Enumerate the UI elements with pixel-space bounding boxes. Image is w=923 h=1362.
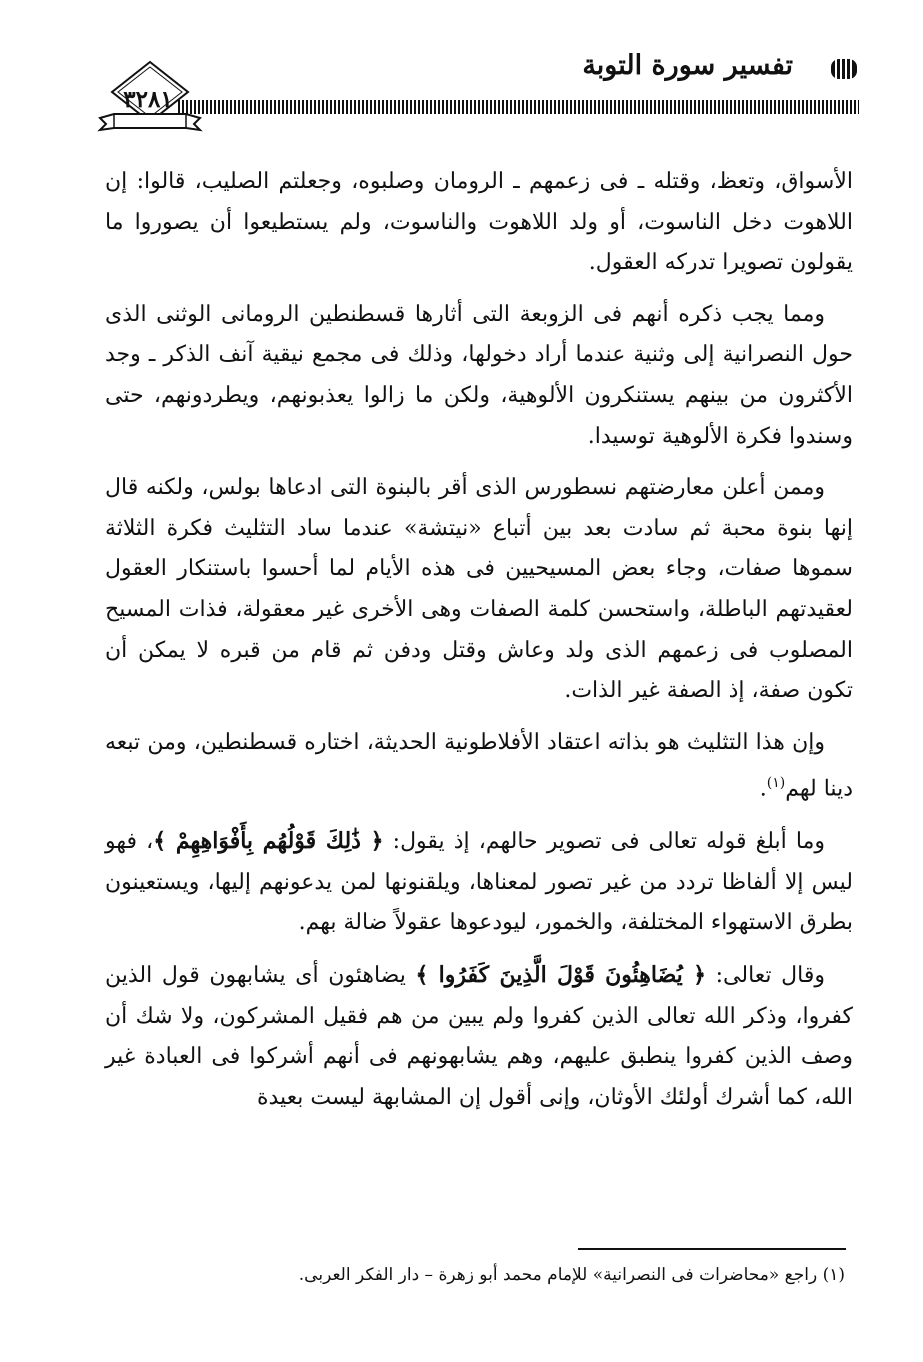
- footnote: (١) راجع «محاضرات فى النصرانية» للإمام محمد أبو زهرة – دار الفكر العربى.: [298, 1265, 845, 1285]
- footnote-separator: [578, 1248, 846, 1250]
- paragraph-6-after: يضاهئون أى يشابهون قول الذين كفروا، وذكر الله تعالى الذين كفروا ولم يبين من هم فقيل المشركون، ولا شك أن وصف الذين كفروا ينطبق عليهم، وهم يشابهونهم فى أنهم أشركوا فى العبادة غير الله، كما أشرك أولئك الأوثان، وإنى أقول إن المشابهة ليست بعيدة: [105, 963, 853, 1110]
- paragraph-5-after: ، فهو ليس إلا ألفاظا تردد من غير تصور لمعناها، ويلقنونها لمن يدعونهم إليها، ويستعينون بطرق الاستهواء المختلفة، والخمور، ليودعوها عقولاً ضالة بهم.: [105, 829, 853, 936]
- body-text: [105, 162, 853, 1129]
- page-number: ٣٢٨١: [123, 86, 173, 113]
- header-rule: [178, 100, 859, 114]
- paragraph-3: وممن أعلن معارضتهم نسطورس الذى أقر بالبنوة التى ادعاها بولس، ولكنه قال إنها بنوة محبة ثم سادت بعد بين أتباع «نيتشة» عندما ساد التثليث فكرة الثلاثة سموها صفات، وجاء بعض المسيحيين فى هذه الأيام لما أحسوا باستنكار العقول لعقيدتهم الباطلة، واستحسن كلمة الصفات وهى الأخرى غير معقولة، فذات المسيح المصلوب فى زعمهم الذى ولد وعاش وقتل ودفن ثم قام من قبره لا يمكن أن تكون صفة، إذ الصفة غير الذات.: [105, 475, 853, 704]
- paragraph-2: ومما يجب ذكره أنهم فى الزوبعة التى أثارها قسطنطين الرومانى الوثنى الذى حول النصرانية إلى وثنية عندما أراد دخولها، وذلك فى مجمع نيقية آنف الذكر ـ وجد الأكثرون من بينهم يستنكرون الألوهية، ولكن ما زالوا يعذبونهم، ويطردونهم، حتى وسندوا فكرة الألوهية توسيدا.: [105, 301, 853, 449]
- paragraph-1: الأسواق، وتعظ، وقتله ـ فى زعمهم ـ الرومان وصلبوه، وجعلتم الصليب، قالوا: إن اللاهوت دخل الناسوت، أو ولد اللاهوت والناسوت، ولم يستطيعوا أن يصوروا ما يقولون تصويرا تدركه العقول.: [105, 169, 853, 276]
- quran-quote: ﴿ ذَٰلِكَ قَوْلُهُم بِأَفْوَاهِهِمْ ﴾: [153, 828, 384, 855]
- paragraph-5: [105, 821, 853, 944]
- running-header-title: تفسير سورة التوبة: [582, 50, 793, 81]
- paragraph-4-end: .: [759, 776, 767, 802]
- paragraph-4: [105, 723, 853, 811]
- bracket-ornament-icon: [829, 56, 859, 82]
- paragraph-5-before: وما أبلغ قوله تعالى فى تصوير حالهم، إذ يقول:: [383, 829, 825, 855]
- footnote-reference: (١): [766, 775, 786, 792]
- paragraph-6-before: وقال تعالى:: [706, 963, 825, 989]
- paragraph-6: [105, 955, 853, 1118]
- quran-quote: ﴿ يُضَاهِئُونَ قَوْلَ الَّذِينَ كَفَرُوا ﴾: [415, 962, 706, 989]
- paragraph-4-text: وإن هذا التثليث هو بذاته اعتقاد الأفلاطونية الحديثة، اختاره قسطنطين، ومن تبعه دينا لهم: [105, 729, 853, 802]
